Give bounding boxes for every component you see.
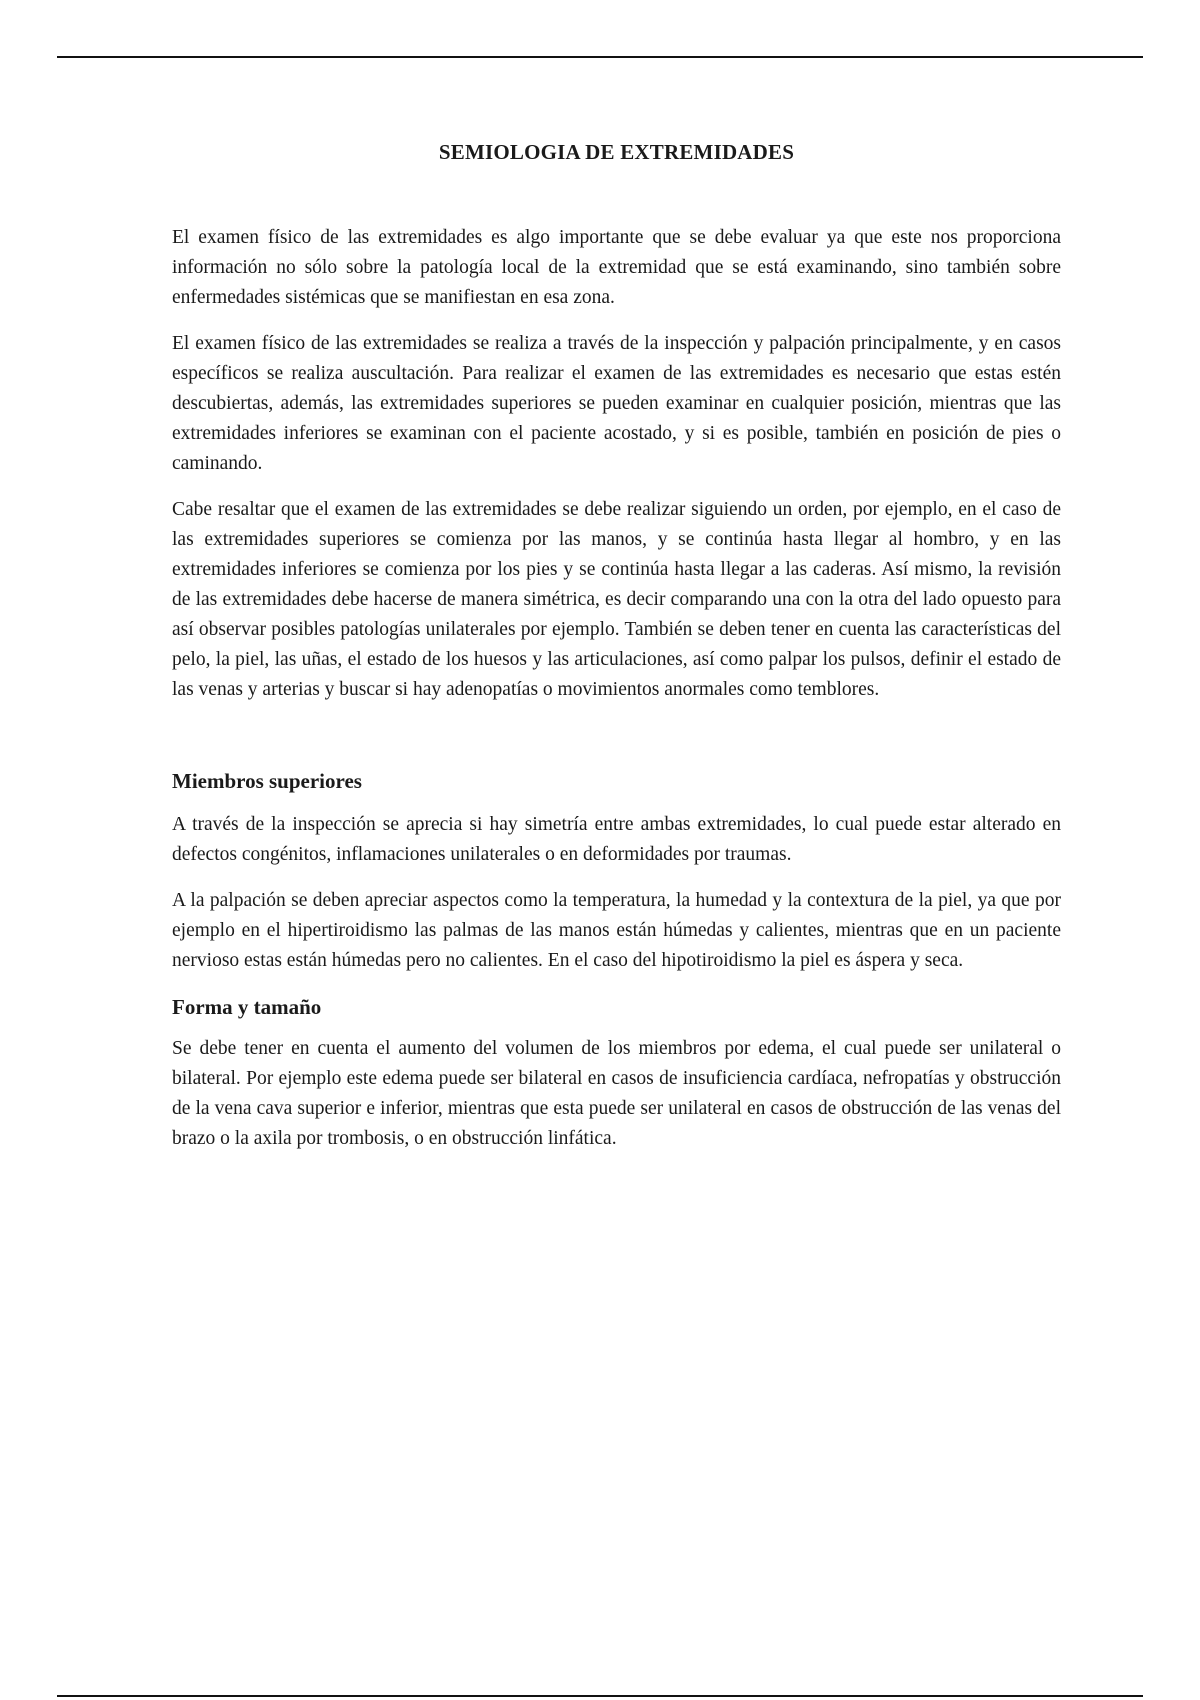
footer-rule	[57, 1695, 1143, 1697]
shape-size-paragraph-1: Se debe tener en cuenta el aumento del volumen de los miembros por edema, el cual puede ser unilateral o bilateral. Por ejemplo este edema puede ser bilateral en casos de insuficiencia cardíaca, nefropatías y obstrucción de la vena cava superior e inferior, mientras que esta puede ser unilateral en casos de obstrucción de las venas del brazo o la axila por trombosis, o en obstrucción linfática.	[172, 1038, 1061, 1149]
section-heading-upper-limbs: Miembros superiores	[172, 769, 362, 793]
upper-limbs-paragraph-1: A través de la inspección se aprecia si hay simetría entre ambas extremidades, lo cual puede estar alterado en defectos congénitos, inflamaciones unilaterales o en deformidades por traumas.	[172, 814, 1061, 865]
intro-paragraph-1: El examen físico de las extremidades es algo importante que se debe evaluar ya que este nos proporciona información no sólo sobre la patología local de la extremidad que se está examinando, sino también sobre enfermedades sistémicas que se manifiestan en esa zona.	[172, 227, 1061, 308]
header-rule	[57, 56, 1143, 58]
section-heading-shape-size: Forma y tamaño	[172, 995, 322, 1019]
intro-paragraph-2: El examen físico de las extremidades se realiza a través de la inspección y palpación principalmente, y en casos específicos se realiza auscultación. Para realizar el examen de las extremidades es necesario que estas estén descubiertas, además, las extremidades superiores se pueden examinar en cualquier posición, mientras que las extremidades inferiores se examinan con el paciente acostado, y si es posible, también en posición de pies o caminando.	[172, 333, 1061, 474]
document-title: SEMIOLOGIA DE EXTREMIDADES	[438, 140, 795, 164]
intro-paragraph-3: Cabe resaltar que el examen de las extremidades se debe realizar siguiendo un orden, por ejemplo, en el caso de las extremidades superiores se comienza por las manos, y se continúa hasta llegar al hombro, y en las extremidades inferiores se comienza por los pies y se continúa hasta llegar a las caderas. Así mismo, la revisión de las extremidades debe hacerse de manera simétrica, es decir comparando una con la otra del lado opuesto para así observar posibles patologías unilaterales por ejemplo. También se deben tener en cuenta las características del pelo, la piel, las uñas, el estado de los huesos y las articulaciones, así como palpar los pulsos, definir el estado de las venas y arterias y buscar si hay adenopatías o movimientos anormales como temblores.	[172, 499, 1061, 700]
section-spacer	[172, 721, 1061, 766]
upper-limbs-paragraph-2: A la palpación se deben apreciar aspectos como la temperatura, la humedad y la contextura de la piel, ya que por ejemplo en el hipertiroidismo las palmas de las manos están húmedas y calientes, mientras que en un paciente nervioso estas están húmedas pero no calientes. En el caso del hipotiroidismo la piel es áspera y seca.	[172, 890, 1061, 971]
page-content	[172, 140, 1061, 1170]
